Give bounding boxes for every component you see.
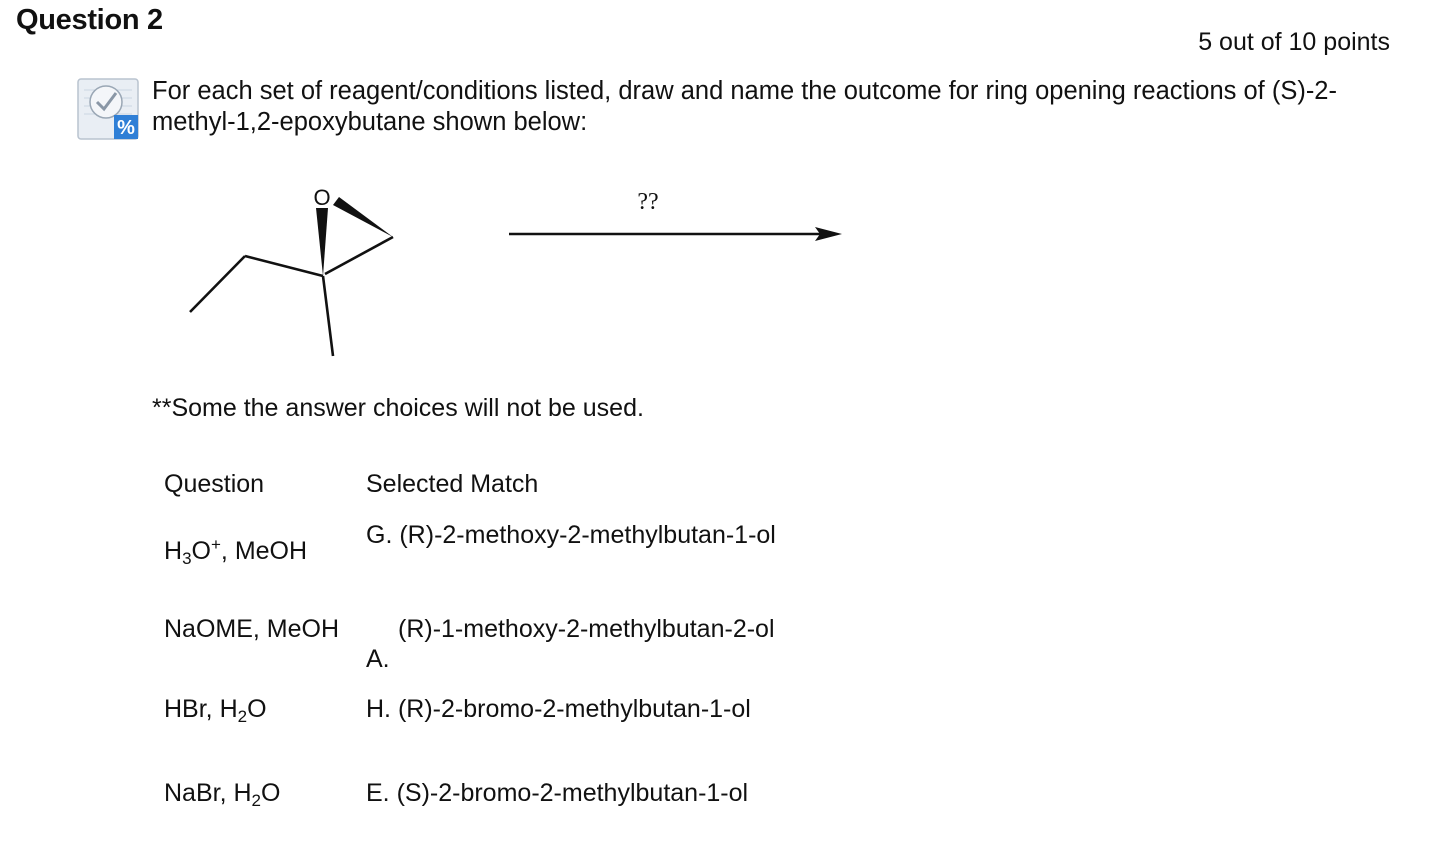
reaction-scheme — [170, 175, 870, 365]
epoxide-structure — [190, 185, 393, 356]
question-title: Question 2 — [16, 4, 163, 36]
row-4-name: (S)-2-bromo-2-methylbutan-1-ol — [396, 779, 749, 807]
row-2-match — [366, 614, 775, 674]
partial-credit-icon — [76, 76, 142, 142]
oxygen-label: O — [313, 185, 331, 210]
row-1-name: (R)-2-methoxy-2-methylbutan-1-ol — [399, 521, 776, 549]
row-3-name: (R)-2-bromo-2-methylbutan-1-ol — [397, 695, 751, 723]
row-1-letter: G. — [366, 521, 393, 549]
question-points: 5 out of 10 points — [1198, 28, 1390, 56]
question-prompt: For each set of reagent/conditions listed, draw and name the outcome for ring opening reactions of (S)-2-methyl-1,2-epoxybutane shown below: — [152, 77, 1337, 136]
row-1-match — [366, 520, 776, 550]
reaction-arrow — [509, 189, 842, 241]
column-header-match: Selected Match — [366, 470, 539, 498]
row-1-reagent: $H_3O^+$, MeOH — [164, 535, 308, 568]
row-2-name: (R)-1-methoxy-2-methylbutan-2-ol — [398, 615, 775, 643]
column-header-question: Question — [164, 470, 265, 498]
row-4-reagent: NaBr, $H_2O$ — [164, 779, 281, 810]
row-2-reagent: NaOME, MeOH — [164, 615, 340, 643]
row-3-letter: H. — [366, 695, 391, 723]
answer-note: **Some the answer choices will not be used. — [152, 394, 644, 422]
row-4-match — [366, 778, 748, 808]
row-3-match — [366, 694, 751, 724]
row-4-letter: E. — [366, 779, 390, 807]
row-3-reagent: HBr, $H_2O$ — [164, 695, 267, 726]
svg-text:%: % — [117, 117, 135, 139]
arrow-label: ?? — [637, 189, 659, 215]
row-2-letter: A. — [366, 645, 390, 673]
